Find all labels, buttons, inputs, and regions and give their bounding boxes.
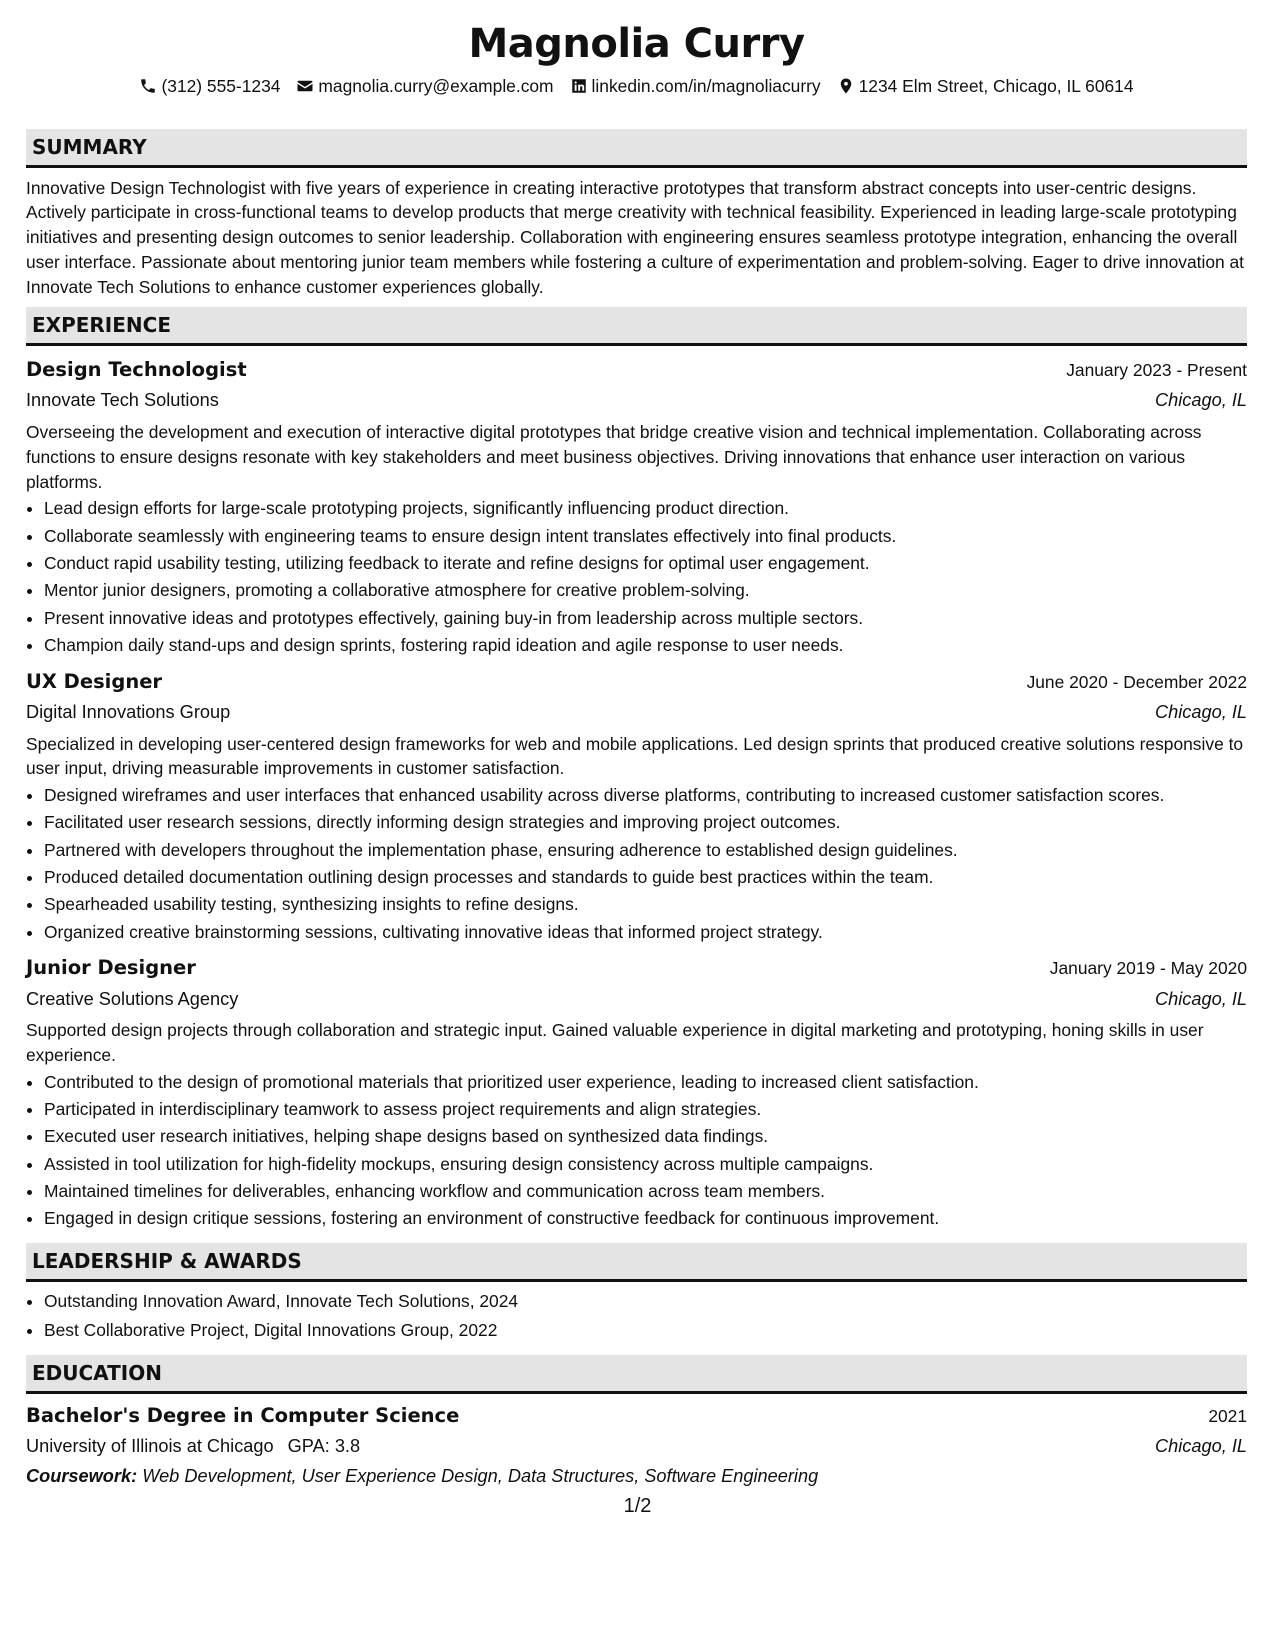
job-junior-designer — [26, 952, 1247, 1231]
coursework — [26, 1462, 1247, 1491]
job-location: Chicago, IL — [1154, 988, 1247, 1009]
job-location: Chicago, IL — [1154, 701, 1247, 722]
list-item: • Collaborate seamlessly with engineering teams to ensure design intent translates effectively into final products. — [44, 524, 1247, 549]
list-item: • Mentor junior designers, promoting a collaborative atmosphere for creative problem-solving. — [44, 578, 1247, 603]
job-location: Chicago, IL — [1154, 390, 1247, 411]
list-item: • Conduct rapid usability testing, utilizing feedback to iterate and refine designs for optimal user engagement. — [44, 551, 1247, 576]
list-item: • Contributed to the design of promotional materials that prioritized user experience, leading to increased client satisfaction. — [44, 1070, 1247, 1095]
job-company: Creative Solutions Agency — [26, 988, 239, 1009]
job-design-technologist — [26, 354, 1247, 657]
list-item: • Engaged in design critique sessions, fostering an environment of constructive feedback for continuous improvement. — [44, 1206, 1247, 1231]
list-item: • Maintained timelines for deliverables, enhancing workflow and communication across team members. — [44, 1179, 1247, 1204]
map-pin-icon — [837, 77, 855, 95]
candidate-name: Magnolia Curry — [468, 21, 805, 67]
coursework-label: Coursework: — [26, 1466, 138, 1487]
experience-heading: EXPERIENCE — [26, 307, 1247, 346]
job-bullets — [26, 1070, 1247, 1231]
envelope-icon — [296, 77, 314, 95]
list-item: • Champion daily stand-ups and design sprints, fostering rapid ideation and agile response to user needs. — [44, 633, 1247, 658]
list-item: • Organized creative brainstorming sessions, cultivating innovative ideas that informed project strategy. — [44, 920, 1247, 945]
job-description: Overseeing the development and execution of interactive digital prototypes that bridge creative vision and technical implementation. Collaborating across functions to ensure designs resonate with key stakeholders and meet business objectives. Driving innovations that enhance user interaction on various platforms. — [26, 422, 1202, 492]
linkedin-icon — [570, 77, 588, 95]
contact-bar — [26, 74, 1247, 99]
list-item: • Spearheaded usability testing, synthesizing insights to refine designs. — [44, 892, 1247, 917]
list-item: • Designed wireframes and user interfaces that enhanced usability across diverse platforms, contributing to increased customer satisfaction scores. — [44, 783, 1247, 808]
list-item: • Best Collaborative Project, Digital Innovations Group, 2022 — [44, 1318, 1247, 1343]
job-dates: June 2020 - December 2022 — [1026, 671, 1247, 692]
gpa: GPA: 3.8 — [287, 1436, 361, 1457]
school-name: University of Illinois at Chicago — [26, 1436, 274, 1457]
page-number: 1/2 — [623, 1495, 652, 1517]
contact-linkedin[interactable] — [570, 74, 821, 99]
education-entry — [26, 1400, 1247, 1491]
job-description: Specialized in developing user-centered design frameworks for web and mobile applications. Led design sprints that produced creative solutions responsive to user input, driving measurable improvements in customer satisfaction. — [26, 733, 1244, 779]
list-item: • Partnered with developers throughout the implementation phase, ensuring adherence to established design guidelines. — [44, 838, 1247, 863]
awards-list — [26, 1289, 1247, 1343]
contact-phone[interactable] — [139, 74, 280, 99]
summary-heading: SUMMARY — [26, 129, 1247, 168]
job-bullets — [26, 783, 1247, 944]
degree: Bachelor's Degree in Computer Science — [26, 1403, 460, 1427]
job-bullets — [26, 496, 1247, 657]
contact-address — [837, 74, 1134, 99]
contact-email[interactable] — [296, 74, 553, 99]
job-description: Supported design projects through collaboration and strategic input. Gained valuable experience in digital marketing and prototyping, honing skills in user experience. — [26, 1020, 1204, 1066]
list-item: • Executed user research initiatives, helping shape designs based on synthesized data findings. — [44, 1124, 1247, 1149]
school-location: Chicago, IL — [1154, 1436, 1247, 1457]
job-company: Innovate Tech Solutions — [26, 390, 219, 411]
list-item: • Lead design efforts for large-scale prototyping projects, significantly influencing product direction. — [44, 496, 1247, 521]
summary-text: Innovative Design Technologist with five years of experience in creating interactive prototypes that transform abstract concepts into user-centric designs. Actively participate in cross-functional teams to develop products that merge creativity with technical feasibility. Experienced in leading large-scale prototyping initiatives and presenting design outcomes to senior leadership. Collaboration with engineering ensures seamless prototype integration, enhancing the overall user interface. Passionate about mentoring junior team members while fostering a culture of experimentation and problem-solving. Eager to drive innovation at Innovate Tech Solutions to enhance customer experiences globally. — [26, 177, 1244, 297]
coursework-list: Web Development, User Experience Design, Data Structures, Software Engineering — [142, 1466, 819, 1487]
phone-icon — [139, 77, 157, 95]
list-item: • Participated in interdisciplinary teamwork to assess project requirements and align strategies. — [44, 1097, 1247, 1122]
job-dates: January 2023 - Present — [1066, 360, 1247, 381]
list-item: • Produced detailed documentation outlining design processes and standards to guide best practices within the team. — [44, 865, 1247, 890]
job-title: Design Technologist — [26, 358, 247, 382]
list-item: • Facilitated user research sessions, directly informing design strategies and improving project outcomes. — [44, 810, 1247, 835]
contact-linkedin-text: linkedin.com/in/magnoliacurry — [591, 76, 821, 96]
job-ux-designer — [26, 666, 1247, 945]
contact-email-text: magnolia.curry@example.com — [318, 76, 554, 96]
list-item: • Present innovative ideas and prototypes effectively, gaining buy-in from leadership across multiple sectors. — [44, 606, 1247, 631]
contact-address-text: 1234 Elm Street, Chicago, IL 60614 — [858, 76, 1134, 96]
education-heading: EDUCATION — [26, 1355, 1247, 1394]
list-item: • Assisted in tool utilization for high-fidelity mockups, ensuring design consistency across multiple campaigns. — [44, 1152, 1247, 1177]
job-company: Digital Innovations Group — [26, 701, 231, 722]
awards-heading: LEADERSHIP & AWARDS — [26, 1243, 1247, 1282]
list-item: • Outstanding Innovation Award, Innovate Tech Solutions, 2024 — [44, 1289, 1247, 1314]
job-title: UX Designer — [26, 669, 163, 693]
job-dates: January 2019 - May 2020 — [1049, 958, 1247, 979]
contact-phone-text: (312) 555-1234 — [161, 76, 281, 96]
graduation-year: 2021 — [1208, 1405, 1247, 1426]
job-title: Junior Designer — [26, 956, 196, 980]
